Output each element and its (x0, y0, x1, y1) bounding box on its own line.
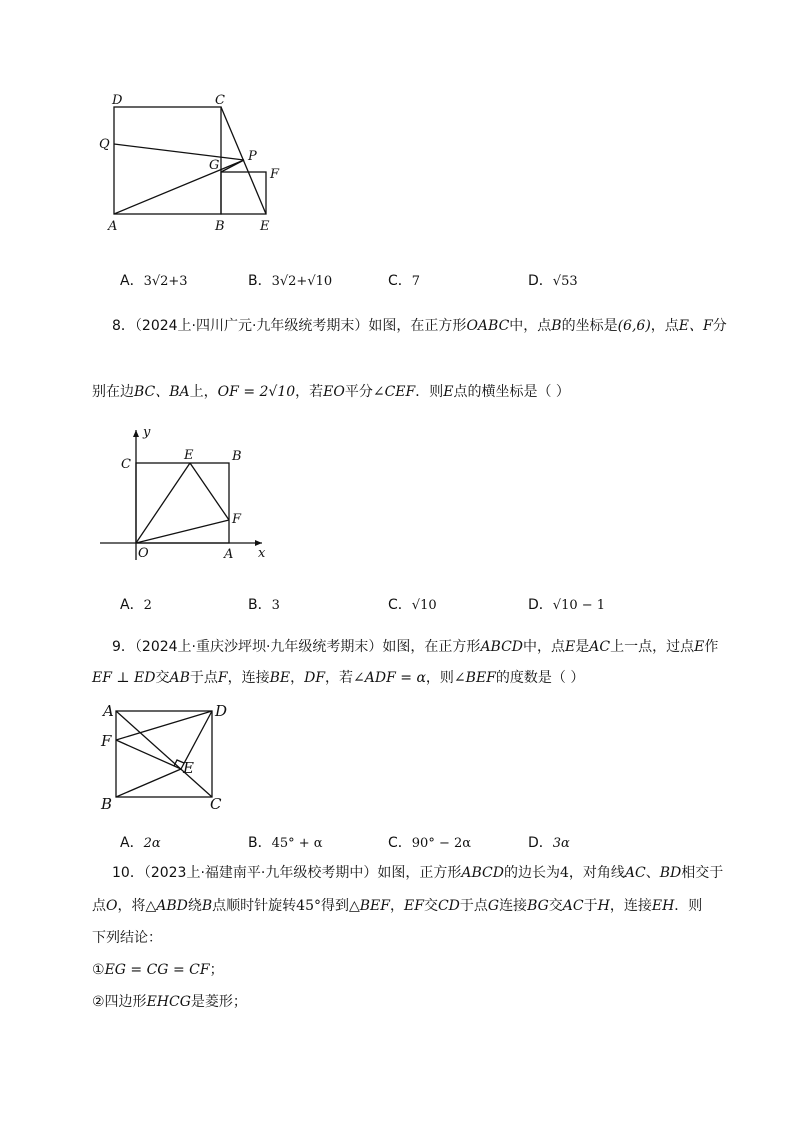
fig8-label-c: C (121, 457, 131, 472)
q9-option-d[interactable]: D．3α (528, 835, 570, 851)
fig9-label-d: D (215, 702, 228, 720)
q8-option-c[interactable]: C．√10 (388, 597, 437, 613)
fig8-label-e: E (184, 448, 194, 463)
fig7-label-f: F (270, 167, 280, 182)
q10-conclusion-1: ①EG = CG = CF； (92, 962, 224, 978)
q9-option-a[interactable]: A．2α (120, 835, 161, 851)
fig7-label-d: D (112, 93, 123, 108)
fig9-line-fd (116, 711, 212, 740)
fig8-label-f: F (232, 512, 242, 527)
fig7-label-g: G (209, 158, 220, 173)
q10-stem-line1: 10．（2023上·福建南平·九年级校考期中）如图，正方形ABCD的边长为4，对角线AC、BD相交于 (112, 865, 724, 881)
fig9-label-c: C (210, 795, 222, 813)
q9-stem-line1: 9．（2024上·重庆沙坪坝·九年级统考期末）如图，在正方形ABCD中，点E是AC上一点，过点E作 (112, 639, 719, 655)
fig8-label-y: y (143, 425, 151, 440)
fig7-label-b: B (215, 219, 225, 234)
q9-option-c[interactable]: C．90° − 2α (388, 835, 472, 851)
q9-option-b[interactable]: B．45° + α (248, 835, 323, 851)
fig7-label-p: P (248, 149, 257, 164)
q7-option-a[interactable]: A．3√2+3 (120, 273, 188, 289)
fig9-label-e: E (183, 759, 194, 777)
fig7-label-a: A (108, 219, 118, 234)
q7-option-b[interactable]: B．3√2+√10 (248, 273, 333, 289)
q8-stem-line1: 8．（2024上·四川广元·九年级统考期末）如图，在正方形OABC中，点B的坐标是(6,6)，点E、F分 (112, 318, 727, 334)
fig7-label-c: C (215, 93, 225, 108)
q10-stem-line3: 下列结论： (92, 930, 162, 946)
q7-option-d[interactable]: D．√53 (528, 273, 578, 289)
fig7-label-e: E (260, 219, 270, 234)
q7-option-c[interactable]: C．7 (388, 273, 421, 289)
fig8-label-x: x (258, 546, 266, 561)
q8-option-b[interactable]: B．3 (248, 597, 280, 613)
fig9-label-f: F (101, 732, 112, 750)
fig8-label-a: A (224, 547, 234, 562)
fig9-label-a: A (103, 702, 114, 720)
fig7-label-q: Q (99, 137, 110, 152)
fig9-line-ac (116, 711, 212, 797)
fig9-line-be (116, 769, 181, 797)
fig9-label-b: B (101, 795, 113, 813)
fig8-label-b: B (232, 449, 242, 464)
fig8-label-o: O (138, 546, 149, 561)
q9-stem-line2: EF ⊥ ED交AB于点F，连接BE，DF，若∠ADF = α，则∠BEF的度数是（ ） (92, 670, 585, 686)
q8-stem-line2: 别在边BC、BA上，OF = 2√10，若EO平分∠CEF．则E点的横坐标是（ ） (92, 384, 570, 400)
q8-option-d[interactable]: D．√10 − 1 (528, 597, 606, 613)
q10-conclusion-2: ②四边形EHCG是菱形； (92, 994, 247, 1010)
q10-stem-line2: 点O，将△ABD绕B点顺时针旋转45°得到△BEF，EF交CD于点G连接BG交AC于H，连接EH．则 (92, 898, 703, 914)
fig9-line-fe (116, 740, 181, 769)
q8-option-a[interactable]: A．2 (120, 597, 152, 613)
